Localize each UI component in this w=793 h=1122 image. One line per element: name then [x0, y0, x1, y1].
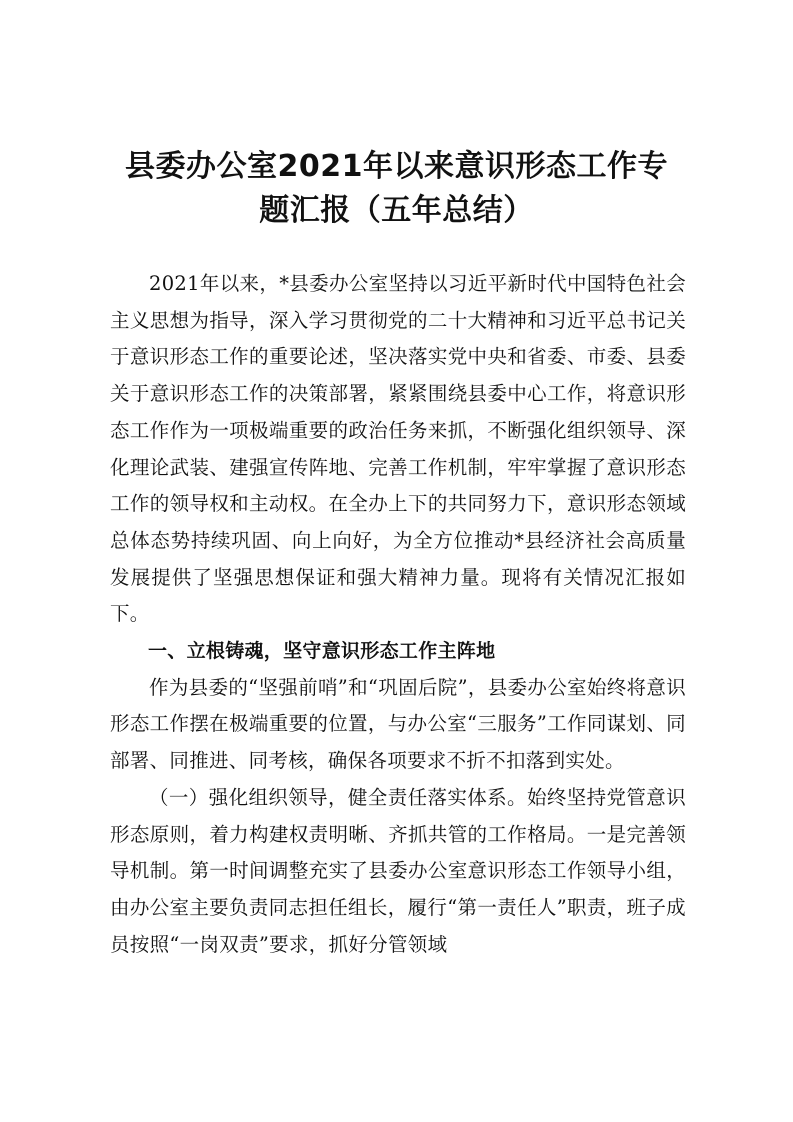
section-1-heading: 一、立根铸魂，坚守意识形态工作主阵地	[148, 640, 496, 663]
title-line-2: 题汇报（五年总结）	[259, 193, 534, 228]
title-line-1: 县委办公室2021年以来意识形态工作专	[125, 149, 668, 184]
document-title	[100, 145, 693, 233]
subsection-1-paragraph: （一）强化组织领导，健全责任落实体系。始终坚持党管意识形态原则，着力构建权责明晰、齐抓共管的工作格局。一是完善领导机制。第一时间调整充实了县委办公室意识形态工作领导小组，由办公室主要负责同志担任组长，履行“第一责任人”职责，班子成员按照“一岗双责”要求，抓好分管领域	[110, 785, 686, 956]
document-body	[110, 266, 686, 963]
section-1-intro-paragraph: 作为县委的“坚强前哨”和“巩固后院”，县委办公室始终将意识形态工作摆在极端重要的位置，与办公室“三服务”工作同谋划、同部署、同推进、同考核，确保各项要求不折不扣落到实处。	[110, 675, 686, 773]
intro-paragraph: 2021年以来，*县委办公室坚持以习近平新时代中国特色社会主义思想为指导，深入学习贯彻党的二十大精神和习近平总书记关于意识形态工作的重要论述，坚决落实党中央和省委、市委、县委关于意识形态工作的决策部署，紧紧围绕县委中心工作，将意识形态工作作为一项极端重要的政治任务来抓，不断强化组织领导、深化理论武装、建强宣传阵地、完善工作机制，牢牢掌握了意识形态工作的领导权和主动权。在全办上下的共同努力下，意识形态领域总体态势持续巩固、向上向好，为全方位推动*县经济社会高质量发展提供了坚强思想保证和强大精神力量。现将有关情况汇报如下。	[110, 272, 686, 626]
